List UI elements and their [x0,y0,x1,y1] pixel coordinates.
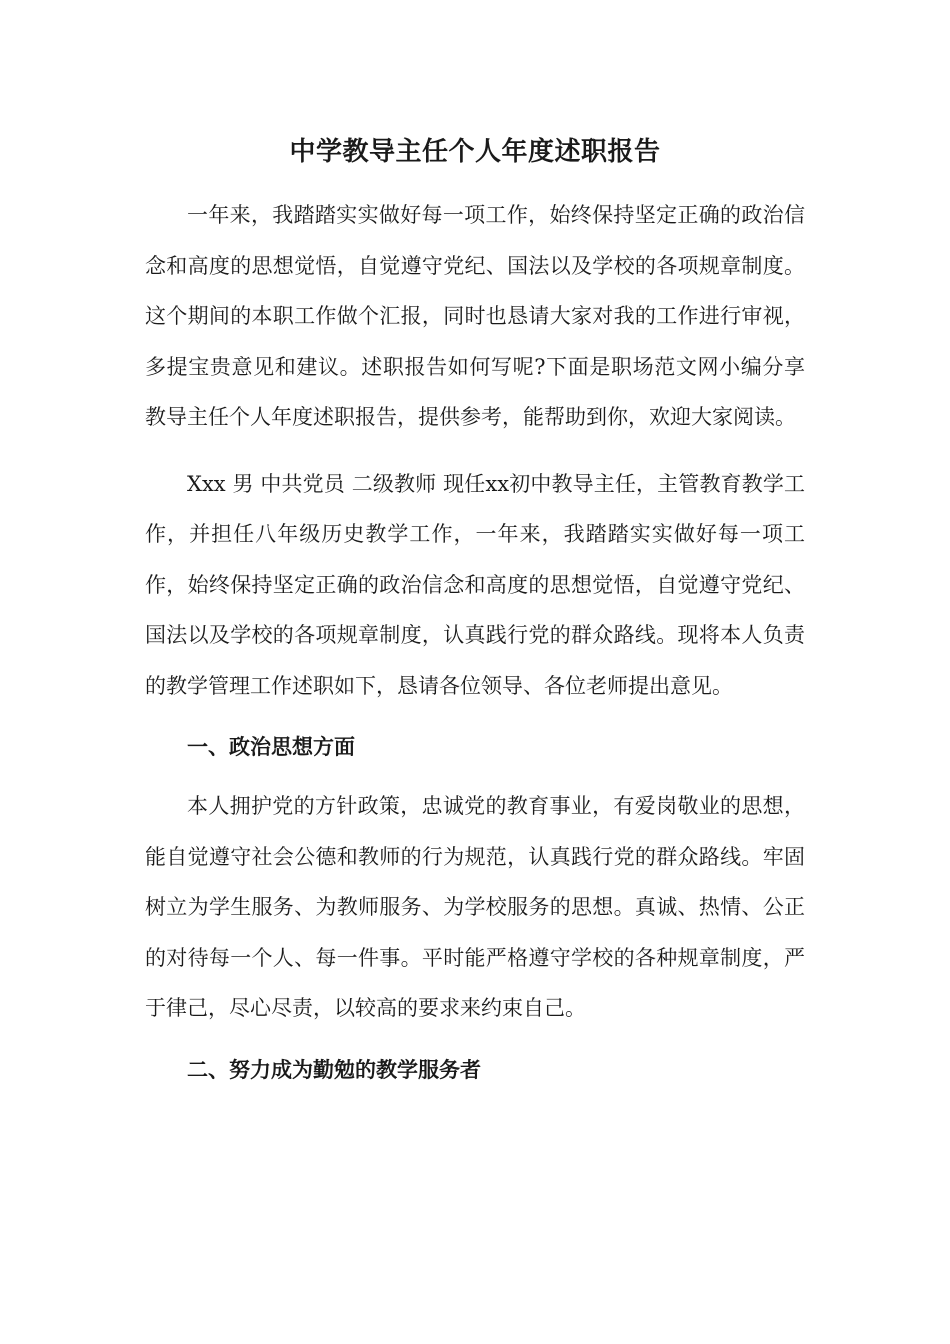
political-paragraph: 本人拥护党的方针政策，忠诚党的教育事业，有爱岗敬业的思想，能自觉遵守社会公德和教师的行为规范，认真践行党的群众路线。牢固树立为学生服务、为教师服务、为学校服务的思想。真诚、热情、公正的对待每一个人、每一件事。平时能严格遵守学校的各种规章制度，严于律己，尽心尽责，以较高的要求来约束自己。 [145,794,805,1020]
profile-paragraph: Xxx 男 中共党员 二级教师 现任xx初中教导主任，主管教育教学工作，并担任八年级历史教学工作，一年来，我踏踏实实做好每一项工作，始终保持坚定正确的政治信念和高度的思想觉悟，自觉遵守党纪、国法以及学校的各项规章制度，认真践行党的群众路线。现将本人负责的教学管理工作述职如下，恳请各位领导、各位老师提出意见。 [145,471,805,698]
section-heading-teaching-service: 二、努力成为勤勉的教学服务者 [187,1057,481,1082]
section-heading-political: 一、政治思想方面 [187,735,355,759]
document-title: 中学教导主任个人年度述职报告 [289,137,661,167]
document-body [145,128,805,1104]
intro-paragraph: 一年来，我踏踏实实做好每一项工作，始终保持坚定正确的政治信念和高度的思想觉悟，自觉遵守党纪、国法以及学校的各项规章制度。这个期间的本职工作做个汇报，同时也恳请大家对我的工作进行审视，多提宝贵意见和建议。述职报告如何写呢?下面是职场范文网小编分享教导主任个人年度述职报告，提供参考，能帮助到你，欢迎大家阅读。 [145,203,805,429]
